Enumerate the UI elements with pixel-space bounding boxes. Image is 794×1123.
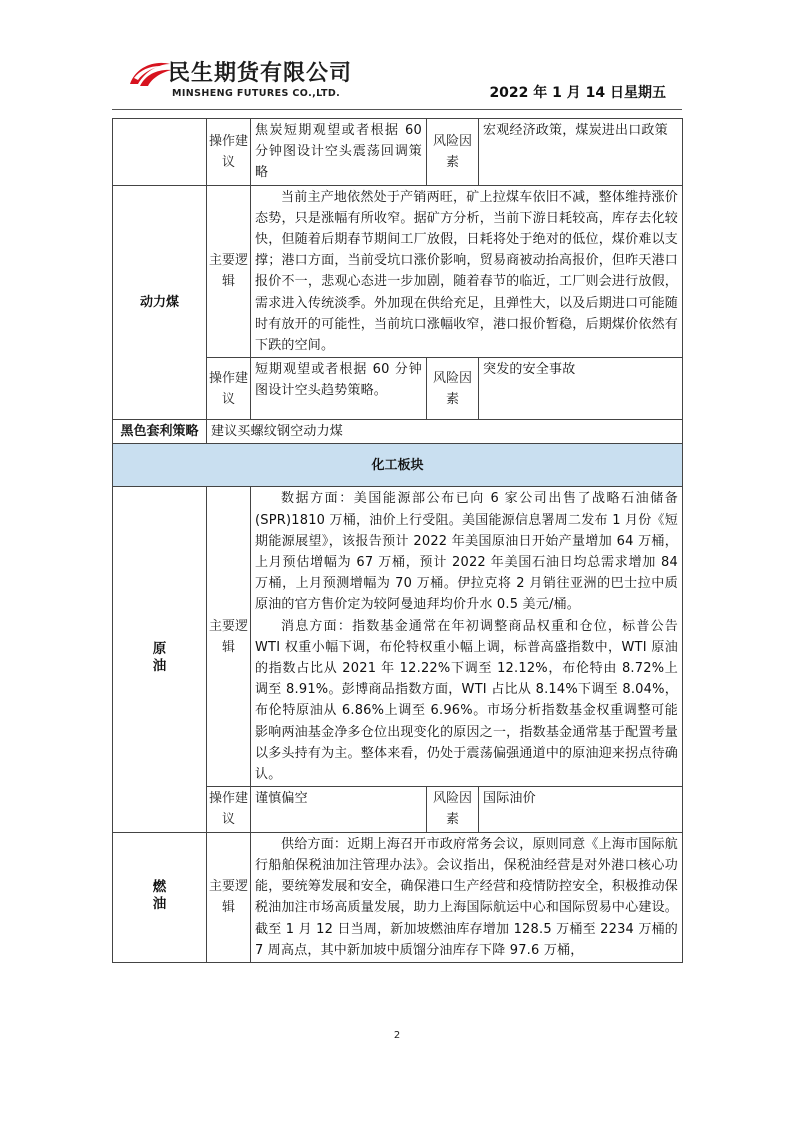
crude-name: 原油 (152, 641, 167, 675)
crude-logic-row (113, 487, 683, 787)
page-header (112, 52, 682, 106)
fuel-para-supply: 供给方面：近期上海召开市政府常务会议，原则同意《上海市国际航行船舶保税油加注管理办法》。会议指出，保税油经营是对外港口核心功能，要统筹发展和安全，确保港口生产经营和疫情防控安全，积极推动保税油加注市场高质量发展，助力上海国际航运中心和国际贸易中心建设。截至 1 月 12 日当周，新加坡燃油库存增加 128.5 万桶至 2234 万桶的 7 周高点，其中新加坡中质馏分油库存下降 97.6 万桶， (255, 836, 678, 958)
chem-section-title: 化工板块 (113, 444, 683, 487)
crude-op-text: 谨慎偏空 (251, 787, 427, 832)
report-date: 2022 年 1 月 14 日星期五 (489, 85, 666, 101)
risk-label: 风险因素 (427, 787, 479, 832)
logic-label: 主要逻辑 (207, 185, 251, 358)
crude-risk-text: 国际油价 (479, 787, 683, 832)
page-number: 2 (393, 1030, 401, 1041)
header-divider (112, 109, 682, 110)
logic-label: 主要逻辑 (207, 832, 251, 962)
coking-coal-op-text: 焦炭短期观望或者根据 60 分钟图设计空头震荡回调策略 (251, 119, 427, 186)
fuel-name-cell (113, 832, 207, 962)
thermal-coal-logic-row (113, 185, 683, 358)
black-arb-text: 建议买螺纹钢空动力煤 (207, 420, 683, 444)
thermal-coal-name: 动力煤 (113, 185, 207, 420)
coking-coal-name-cell (113, 119, 207, 186)
fuel-logic-row (113, 832, 683, 962)
op-label: 操作建议 (207, 787, 251, 832)
thermal-coal-risk-text: 突发的安全事故 (479, 358, 683, 420)
thermal-coal-op-text: 短期观望或者根据 60 分钟图设计空头趋势策略。 (251, 358, 427, 420)
brand-name-en: MINSHENG FUTURES CO.,LTD. (172, 88, 341, 99)
minsheng-logo-icon (126, 58, 174, 90)
black-arb-row (113, 420, 683, 444)
fuel-logic-cell (251, 832, 683, 962)
coking-coal-risk-text: 宏观经济政策，煤炭进出口政策 (479, 119, 683, 186)
thermal-coal-logic-text: 当前主产地依然处于产销两旺，矿上拉煤车依旧不减，整体维持涨价态势，只是涨幅有所收窄。据矿方分析，当前下游日耗较高，库存去化较快，但随着后期春节期间工厂放假，日耗将处于绝对的低位，煤价难以支撑；港口方面，当前受坑口涨价影响，贸易商被动抬高报价，但昨天港口报价不一，悲观心态进一步加剧，随着春节的临近，工厂则会进行放假，需求进入传统淡季。外加现在供给充足，且弹性大，以及后期进口可能随时有放开的可能性，当前坑口涨幅收窄，港口报价暂稳，后期煤价依然有下跌的空间。 (255, 189, 678, 354)
black-arb-name: 黑色套利策略 (113, 420, 207, 444)
crude-para-news: 消息方面：指数基金通常在年初调整商品权重和仓位，标普公告 WTI 权重小幅下调，布伦特权重小幅上调，标普高盛指数中，WTI 原油的指数占比从 2021 年 12.22%下调至 12.12%，布伦特由 8.72%上调至 8.91%。彭博商品指数方面，WTI 占比从 8.14%下调至 8.04%，布伦特原油从 6.86%上调至 6.96%。市场分析指数基金权重调整可能影响两油基金净多仓位出现变化的原因之一，指数基金通常基于配置考量以多头持有为主。整体来看，仍处于震荡偏强通道中的原油迎来拐点待确认。 (255, 618, 678, 783)
logic-label: 主要逻辑 (207, 487, 251, 787)
chem-section-row (113, 444, 683, 487)
thermal-coal-logic-cell (251, 185, 683, 358)
crude-name-cell (113, 487, 207, 832)
crude-logic-cell (251, 487, 683, 787)
risk-label: 风险因素 (427, 358, 479, 420)
risk-label: 风险因素 (427, 119, 479, 186)
op-label: 操作建议 (207, 358, 251, 420)
strategy-table (112, 118, 683, 963)
fuel-name: 燃油 (152, 879, 167, 913)
coking-coal-op-row (113, 119, 683, 186)
brand-name-cn: 民生期货有限公司 (168, 61, 353, 86)
op-label: 操作建议 (207, 119, 251, 186)
crude-para-data: 数据方面：美国能源部公布已向 6 家公司出售了战略石油储备(SPR)1810 万桶，油价上行受阻。美国能源信息署周二发布 1 月份《短期能源展望》，该报告预计 2022 年美国原油日开始产量增加 64 万桶，上月预估增幅为 67 万桶，预计 2022 年美国石油日均总需求增加 84 万桶，上月预测增幅为 70 万桶。伊拉克将 2 月销往亚洲的巴士拉中质原油的官方售价定为较阿曼迪拜均价升水 0.5 美元/桶。 (255, 491, 678, 613)
